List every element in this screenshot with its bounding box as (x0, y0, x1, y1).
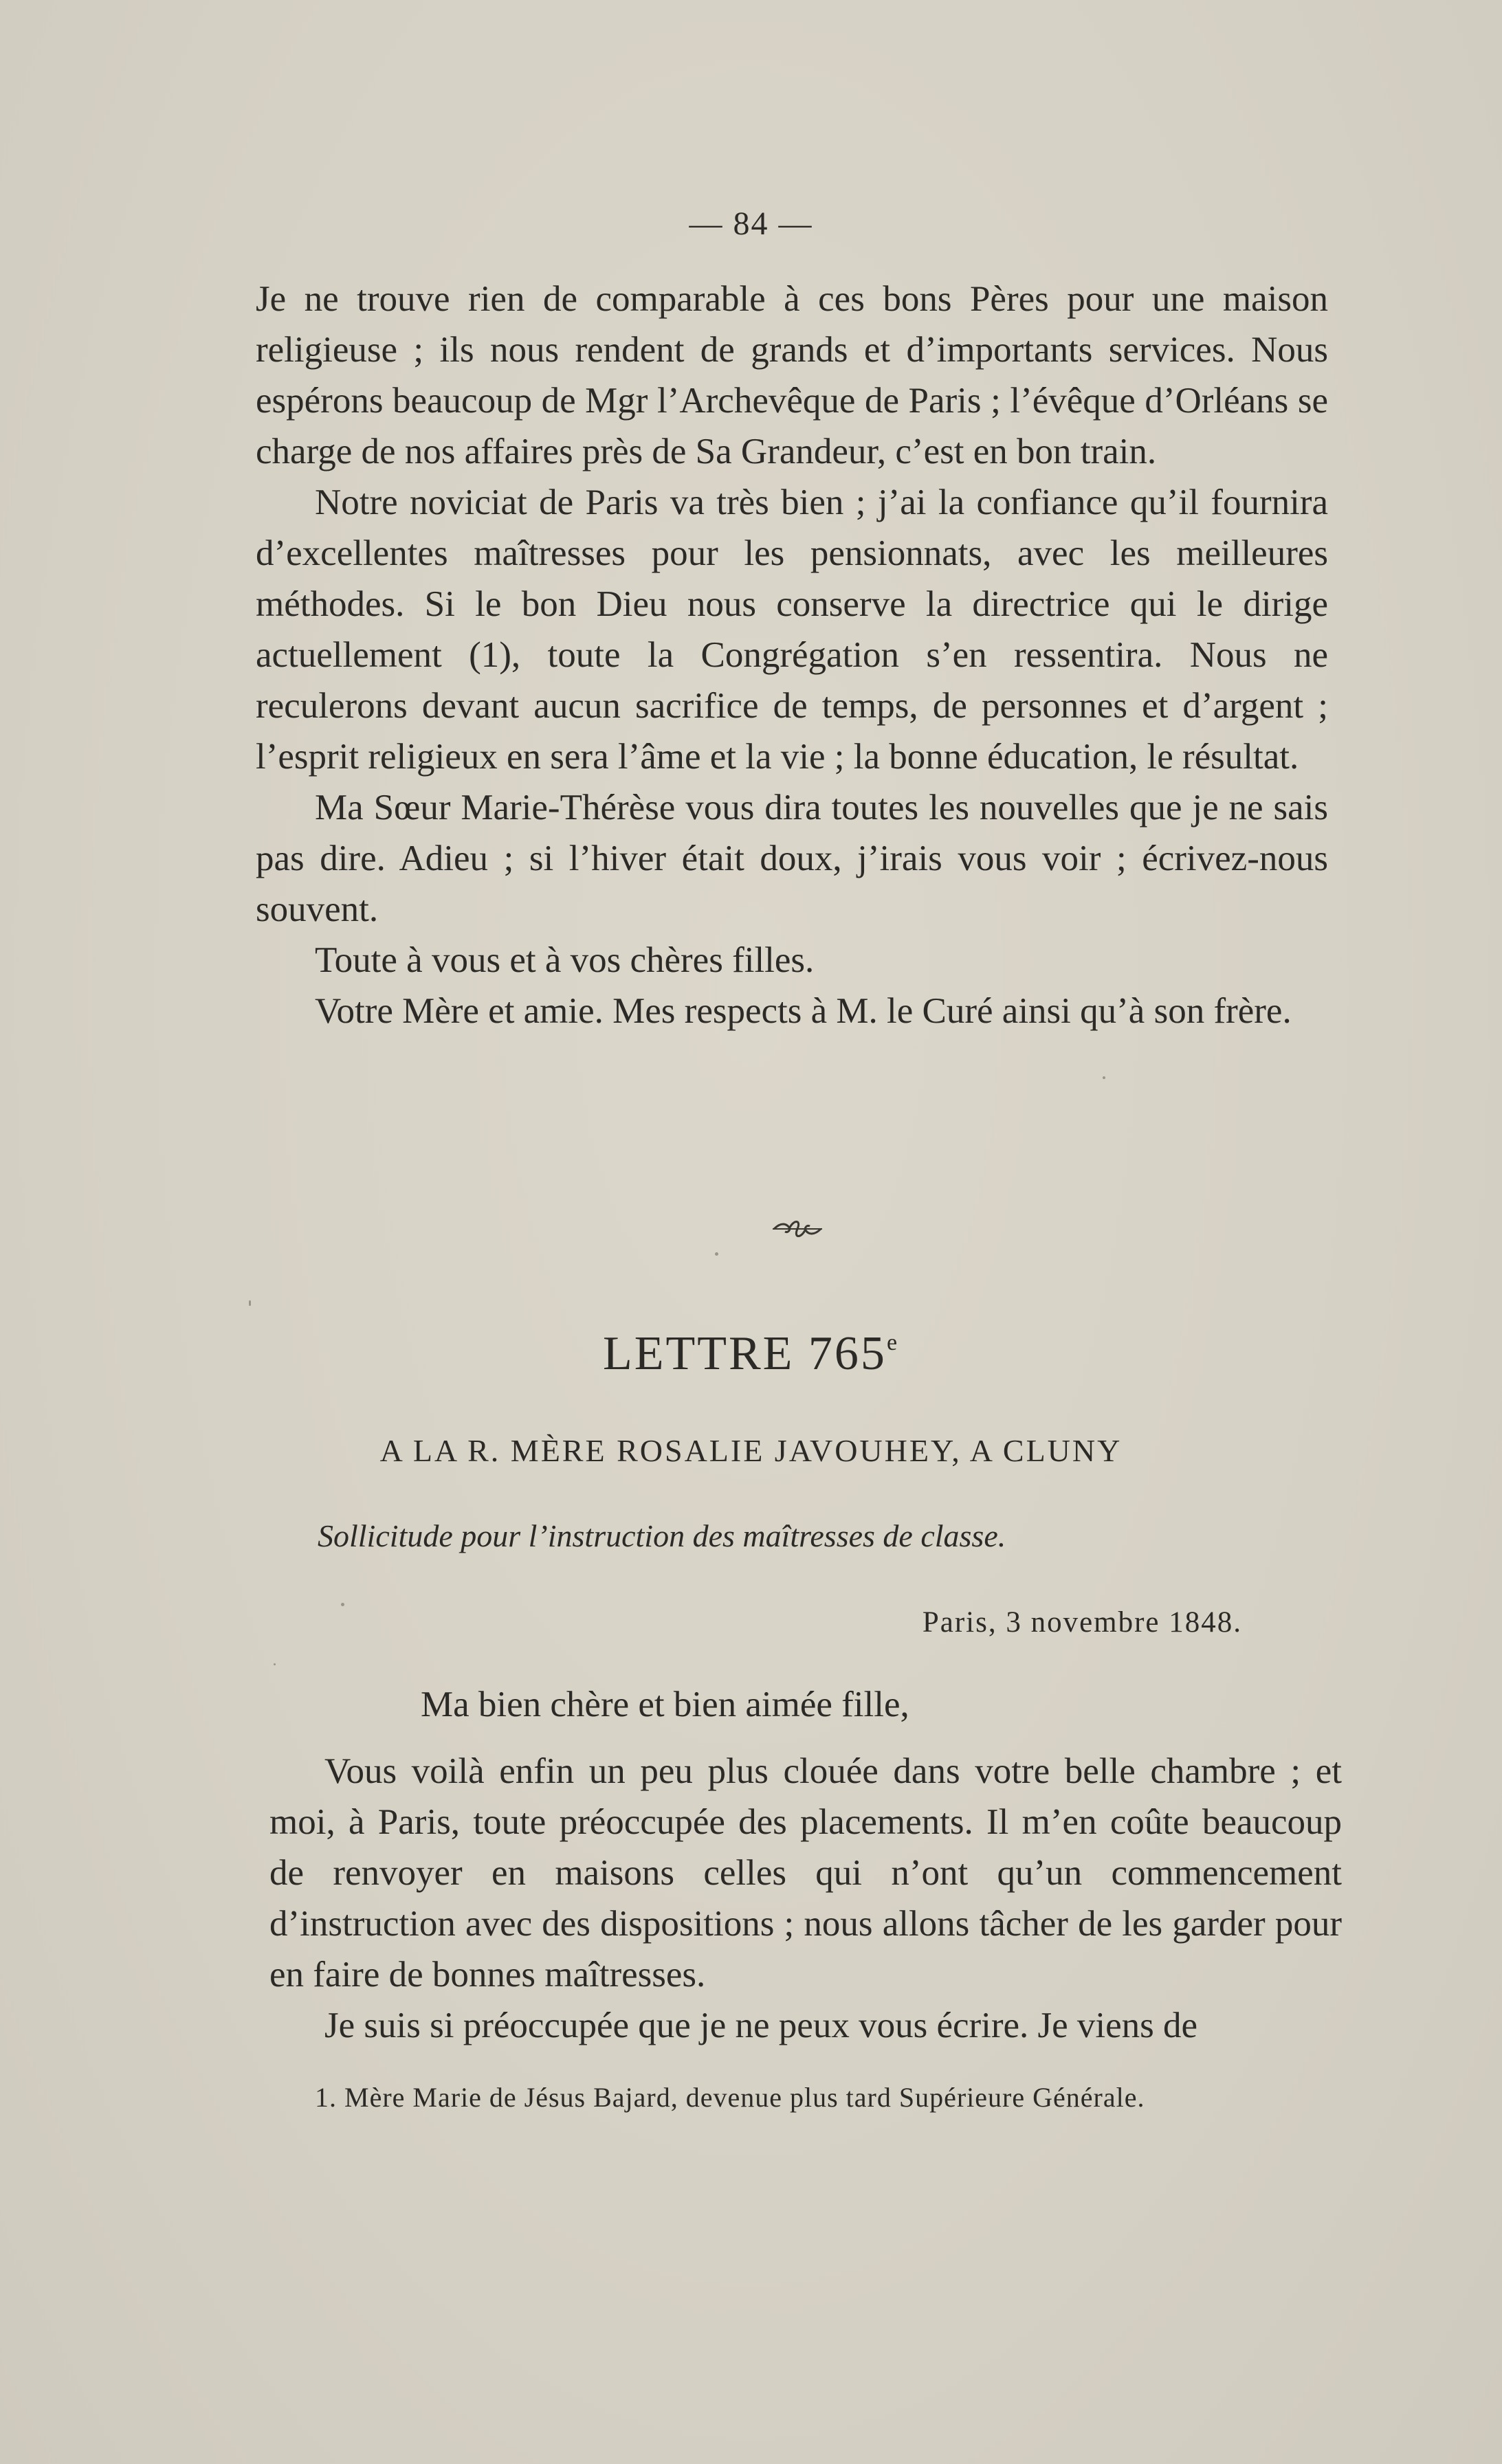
paragraph-2: Notre noviciat de Paris va très bien ; j’ai la confiance qu’il fournira d’excellentes maîtresses pour les pensionnats, avec les meilleures méthodes. Si le bon Dieu nous conserve la directrice qui le dirige actuellement (1), toute la Congrégation s’en ressentira. Nous ne reculerons devant aucun sacrifice de temps, de personnes et d’argent ; l’esprit religieux en sera l’âme et la vie ; la bonne éducation, le résultat. (256, 482, 1328, 777)
letter-title (0, 1327, 1502, 1381)
letter-continuation-text (256, 274, 1328, 1036)
paragraph-4: Toute à vous et à vos chères filles. (315, 940, 815, 980)
letter-number-superscript: e (886, 1330, 900, 1355)
page-number: — 84 — (689, 206, 813, 242)
letter-salutation: Ma bien chère et bien aimée fille, (421, 1685, 909, 1724)
letter-date: Paris, 3 novembre 1848. (922, 1606, 1242, 1639)
paper-speck (274, 1663, 276, 1665)
letter-body-text (269, 1746, 1342, 2051)
footnote: 1. Mère Marie de Jésus Bajard, devenue plus tard Supérieure Générale. (315, 2082, 1145, 2113)
paper-speck (1103, 1076, 1105, 1079)
letter-subtitle: Sollicitude pour l’instruction des maîtresses de classe. (318, 1518, 1006, 1553)
paper-speck (715, 1252, 718, 1256)
paragraph-3: Ma Sœur Marie-Thérèse vous dira toutes les nouvelles que je ne sais pas dire. Adieu ; si l’hiver était doux, j’irais vous voir ; écrivez-nous souvent. (256, 788, 1328, 929)
letter-recipient: A LA R. MÈRE ROSALIE JAVOUHEY, A CLUNY (379, 1433, 1123, 1468)
paragraph-1: Je ne trouve rien de comparable à ces bons Pères pour une maison religieuse ; ils nous rendent de grands et d’importants services. Nous espérons beaucoup de Mgr l’Archevêque de Paris ; l’évêque d’Orléans se charge de nos affaires près de Sa Grandeur, c’est en bon train. (256, 279, 1328, 471)
letter-number: LETTRE 765 (602, 1327, 887, 1380)
paper-speck (341, 1603, 344, 1606)
paragraph-6: Vous voilà enfin un peu plus clouée dans votre belle chambre ; et moi, à Paris, toute préoccupée des placements. Il m’en coûte beaucoup de renvoyer en maisons celles qui n’ont qu’un commencement d’instruction avec des dispositions ; nous allons tâcher de les garder pour en faire de bonnes maîtresses. (269, 1751, 1342, 1995)
paragraph-5: Votre Mère et amie. Mes respects à M. le Curé ainsi qu’à son frère. (315, 991, 1292, 1031)
fleuron-ornament-icon (771, 1215, 824, 1243)
paragraph-7: Je suis si préoccupée que je ne peux vous écrire. Je viens de (324, 2006, 1198, 2045)
paper-speck (249, 1300, 251, 1306)
